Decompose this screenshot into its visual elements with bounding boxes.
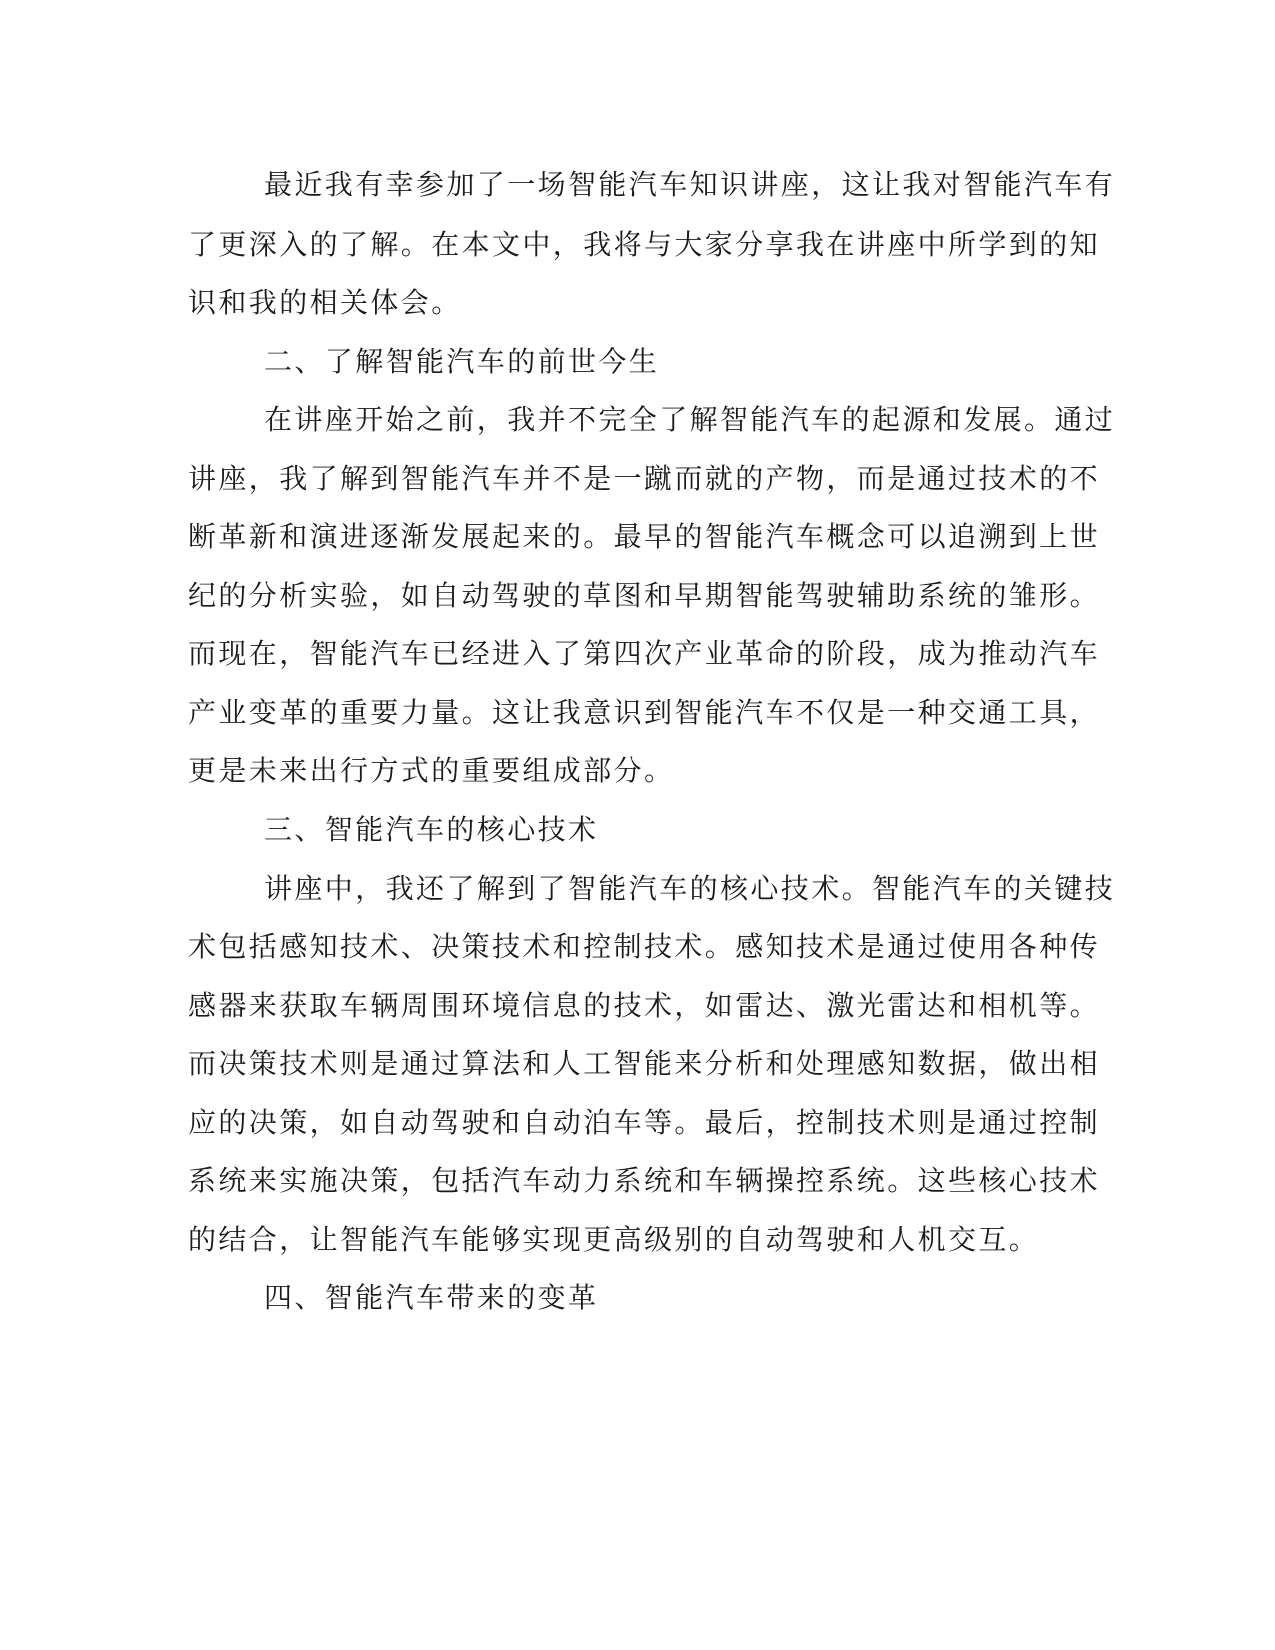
- paragraph-3-line-1: 讲座中，我还了解到了智能汽车的核心技术。智能汽车的关键技: [264, 872, 1116, 905]
- paragraph-3-line-5: 应的决策，如自动驾驶和自动泊车等。最后，控制技术则是通过控制: [188, 1106, 1101, 1139]
- section-heading-4: 四、智能汽车带来的变革: [264, 1281, 599, 1314]
- paragraph-3-line-2: 术包括感知技术、决策技术和控制技术。感知技术是通过使用各种传: [188, 930, 1101, 963]
- paragraph-2-line-6: 产业变革的重要力量。这让我意识到智能汽车不仅是一种交通工具，: [188, 696, 1101, 729]
- paragraph-2-line-3: 断革新和演进逐渐发展起来的。最早的智能汽车概念可以追溯到上世: [188, 520, 1101, 553]
- section-heading-2: 二、了解智能汽车的前世今生: [264, 345, 660, 378]
- paragraph-3-line-4: 而决策技术则是通过算法和人工智能来分析和处理感知数据，做出相: [188, 1047, 1101, 1080]
- paragraph-3-line-7: 的结合，让智能汽车能够实现更高级别的自动驾驶和人机交互。: [188, 1223, 1040, 1256]
- paragraph-2-line-1: 在讲座开始之前，我并不完全了解智能汽车的起源和发展。通过: [264, 403, 1116, 436]
- paragraph-1-line-2: 了更深入的了解。在本文中，我将与大家分享我在讲座中所学到的知: [188, 228, 1101, 261]
- paragraph-1-line-3: 识和我的相关体会。: [188, 286, 462, 319]
- section-heading-3: 三、智能汽车的核心技术: [264, 813, 599, 846]
- paragraph-3-line-3: 感器来获取车辆周围环境信息的技术，如雷达、激光雷达和相机等。: [188, 989, 1101, 1022]
- paragraph-1-line-1: 最近我有幸参加了一场智能汽车知识讲座，这让我对智能汽车有: [264, 168, 1116, 201]
- paragraph-2-line-2: 讲座，我了解到智能汽车并不是一蹴而就的产物，而是通过技术的不: [188, 462, 1101, 495]
- paragraph-2-line-7: 更是未来出行方式的重要组成部分。: [188, 754, 675, 787]
- paragraph-3-line-6: 系统来实施决策，包括汽车动力系统和车辆操控系统。这些核心技术: [188, 1164, 1101, 1197]
- paragraph-2-line-4: 纪的分析实验，如自动驾驶的草图和早期智能驾驶辅助系统的雏形。: [188, 579, 1101, 612]
- paragraph-2-line-5: 而现在，智能汽车已经进入了第四次产业革命的阶段，成为推动汽车: [188, 637, 1101, 670]
